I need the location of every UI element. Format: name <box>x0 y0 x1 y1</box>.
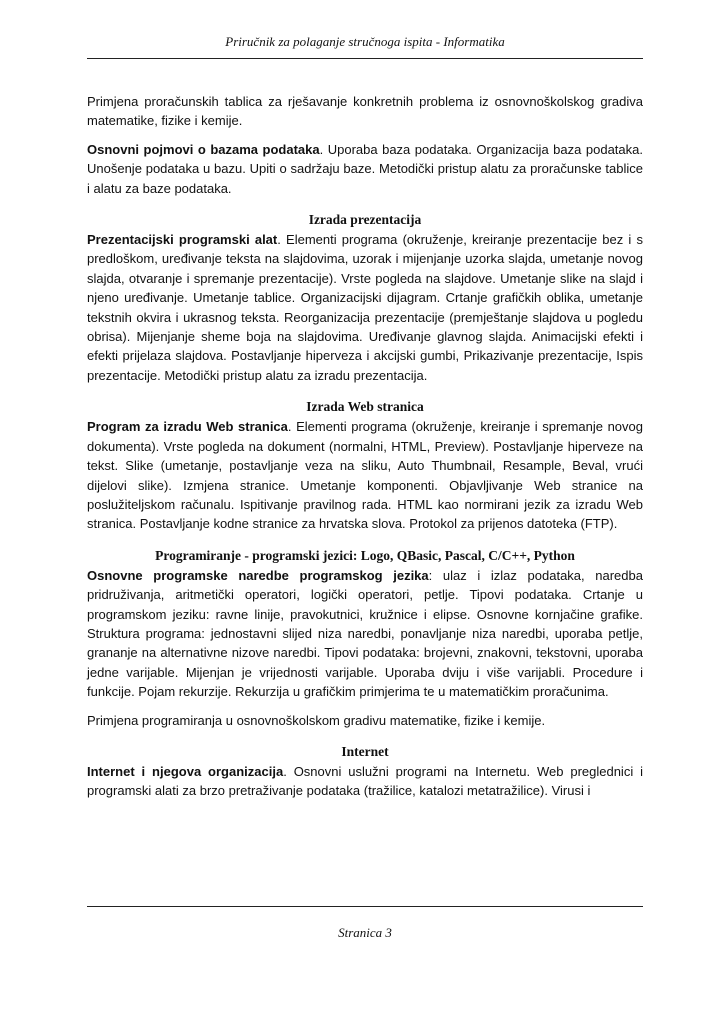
document-body <box>87 92 643 810</box>
paragraph-text: . Elementi programa (okruženje, kreiranje prezentacije bez i s predloškom, uređivanje teksta na slajdovima, uzorak i mijenjanje uzorka slajda, umetanje novog slajda, otvaranje i spremanje prezentacije). Vrste pogleda na slajdove. Umetanje slike na slajd i njeno uređivanje. Umetanje tablice. Organizacijski dijagram. Crtanje grafičkih oblika, umetanje tekstnih okvira i ukrasnog teksta. Reorganizacija prezentacije (premještanje slajdova u pogledu obrisa). Mijenjanje sheme boja na slajdovima. Uređivanje glavnog slajda. Animacijski efekti i efekti prijelaza slajdova. Postavljanje hiperveza i akcijski gumbi, Prikazivanje prezentacije, Ispis prezentacije. Metodički pristup alatu za izradu prezentacija. <box>87 232 643 383</box>
paragraph-programming-basics <box>87 566 643 702</box>
header-divider <box>87 58 643 59</box>
paragraph-lead: Internet i njegova organizacija <box>87 763 284 779</box>
paragraph-databases <box>87 140 643 198</box>
heading-internet: Internet <box>341 743 389 759</box>
page-number: Stranica 3 <box>338 925 392 940</box>
paragraph-text: : ulaz i izlaz podataka, naredba pridruživanja, aritmetički operatori, logički operatori, petlje. Tipovi podataka. Crtanje u programskom jeziku: ravne linije, pravokutnici, kružnice i elipse. Osnovne kornjačine grafike. Struktura programa: jednostavni slijed niza naredbi, ponavljanje niza naredbi, uporaba petlje, grananje na alternativne nizove naredbi. Tipovi podataka: brojevni, znakovni, tekstovni, uporaba jedne varijable. Mijenjan je vrijednosti varijable. Uporaba dviju i više varijabli. Procedure i funkcije. Pojam rekurzije. Rekurzija u grafičkim primjerima te u matematičkim proračunima. <box>87 567 643 700</box>
paragraph-text: . Elementi programa (okruženje, kreiranje i spremanje novog dokumenta). Vrste pogleda na dokument (normalni, HTML, Preview). Postavljanje hiperveze na tekst. Slike (umetanje, postavljanje veza na sliku, Auto Thumbnail, Resample, Beval, vrući dijelovi slike). Izmjena stranice. Umetanje komponenti. Objavljivanje Web stranice na poslužiteljskom računalu. Ispitivanje pravilnog rada. HTML kao normirani jezik za izradu Web stranica. Postavljanje kodne stranice za hrvatska slova. Protokol za prijenos datoteka (FTP). <box>87 419 643 532</box>
paragraph-text: . Osnovni uslužni programi na Internetu. Web preglednici i programski alati za brzo pretraživanje podataka (tražilice, katalozi metatražilice). Virusi i <box>87 763 643 799</box>
paragraph-web-program <box>87 417 643 533</box>
paragraph-presentation-tool <box>87 230 643 385</box>
paragraph-spreadsheets <box>87 92 643 131</box>
footer-divider <box>87 906 643 907</box>
paragraph-lead: Program za izradu Web stranica <box>87 419 288 435</box>
heading-web-pages: Izrada Web stranica <box>306 399 424 415</box>
heading-presentations: Izrada prezentacija <box>308 212 422 228</box>
paragraph-internet <box>87 762 643 801</box>
heading-programming: Programiranje - programski jezici: Logo, QBasic, Pascal, C/C++, Python <box>155 547 575 563</box>
paragraph-text: Primjena proračunskih tablica za rješavanje konkretnih problema iz osnovnoškolskog gradiva matematike, fizike i kemije. <box>87 94 643 129</box>
paragraph-lead: Prezentacijski programski alat <box>87 232 278 248</box>
paragraph-text: Primjena programiranja u osnovnoškolskom gradivu matematike, fizike i kemije. <box>87 712 546 728</box>
paragraph-text: . Uporaba baza podataka. Organizacija baza podataka. Unošenje podataka u bazu. Upiti o sadržaju baze. Metodički pristup alatu za proračunske tablice i alatu za baze podataka. <box>87 141 643 196</box>
paragraph-lead: Osnovne programske naredbe programskog jezika <box>87 567 429 583</box>
page-header: Priručnik za polaganje stručnoga ispita - Informatika <box>225 34 505 49</box>
paragraph-programming-application <box>87 711 643 730</box>
paragraph-lead: Osnovni pojmovi o bazama podataka <box>87 141 320 157</box>
